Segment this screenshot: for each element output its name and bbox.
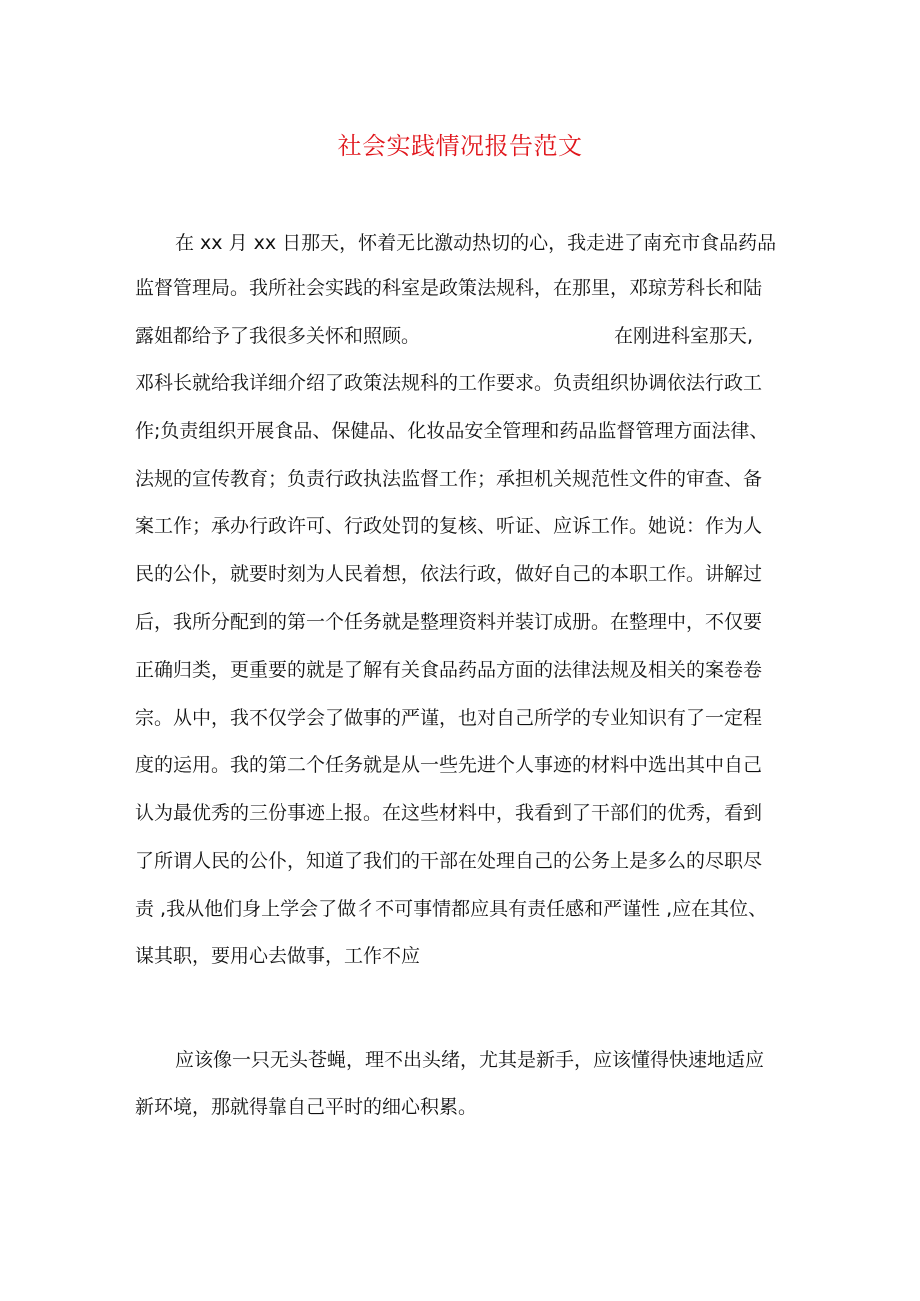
paragraph-line: 宗。从中，我不仅学会了做事的严谨，也对自己所学的专业知识有了一定程 [135,707,763,729]
paragraph-line: 应该像一只无头苍蝇，理不出头绪，尤其是新手，应该懂得快速地适应 [175,1049,765,1071]
paragraph-line: 了所谓人民的公仆，知道了我们的干部在处理自己的公务上是多么的尽职尽 [135,850,763,872]
document-title: 社会实践情况报告范文 [337,132,583,160]
paragraph-line: 作;负责组织开展食品、保健品、化妆品安全管理和药品监督管理方面法律、 [135,420,769,442]
paragraph-line: 谋其职，要用心去做事，工作不应 [135,945,421,967]
paragraph-line: 法规的宣传教育；负责行政执法监督工作；承担机关规范性文件的审查、备 [135,468,763,490]
paragraph-line: 露姐都给予了我很多关怀和照顾。 [135,325,421,347]
paragraph-line: 认为最优秀的三份事迹上报。在这些材料中，我看到了干部们的优秀，看到 [135,802,763,824]
paragraph-line: 责 ,我从他们身上学会了做彳不可事情都应具有责任感和严谨性 ,应在其位、 [135,898,768,920]
paragraph-line: 后，我所分配到的第一个任务就是整理资料并装订成册。在整理中，不仅要 [135,611,763,633]
paragraph-line: 正确归类，更重要的就是了解有关食品药品方面的法律法规及相关的案卷卷 [135,659,763,681]
paragraph-line: 在 xx 月 xx 日那天，怀着无比激动热切的心，我走进了南充市食品药品 [175,232,777,254]
paragraph-line: 度的运用。我的第二个任务就是从一些先进个人事迹的材料中选出其中自己 [135,754,763,776]
paragraph-line: 在刚进科室那天, [614,325,754,347]
paragraph-line: 监督管理局。我所社会实践的科室是政策法规科，在那里，邓琼芳科长和陆 [135,277,763,299]
paragraph-line: 案工作；承办行政许可、行政处罚的复核、听证、应诉工作。她说：作为人 [135,515,763,537]
paragraph-line: 新环境，那就得靠自己平时的细心积累。 [135,1096,478,1118]
paragraph-line: 民的公仆，就要时刻为人民着想，依法行政，做好自己的本职工作。讲解过 [135,563,763,585]
paragraph-line: 邓科长就给我详细介绍了政策法规科的工作要求。负责组织协调依法行政工 [135,372,763,394]
